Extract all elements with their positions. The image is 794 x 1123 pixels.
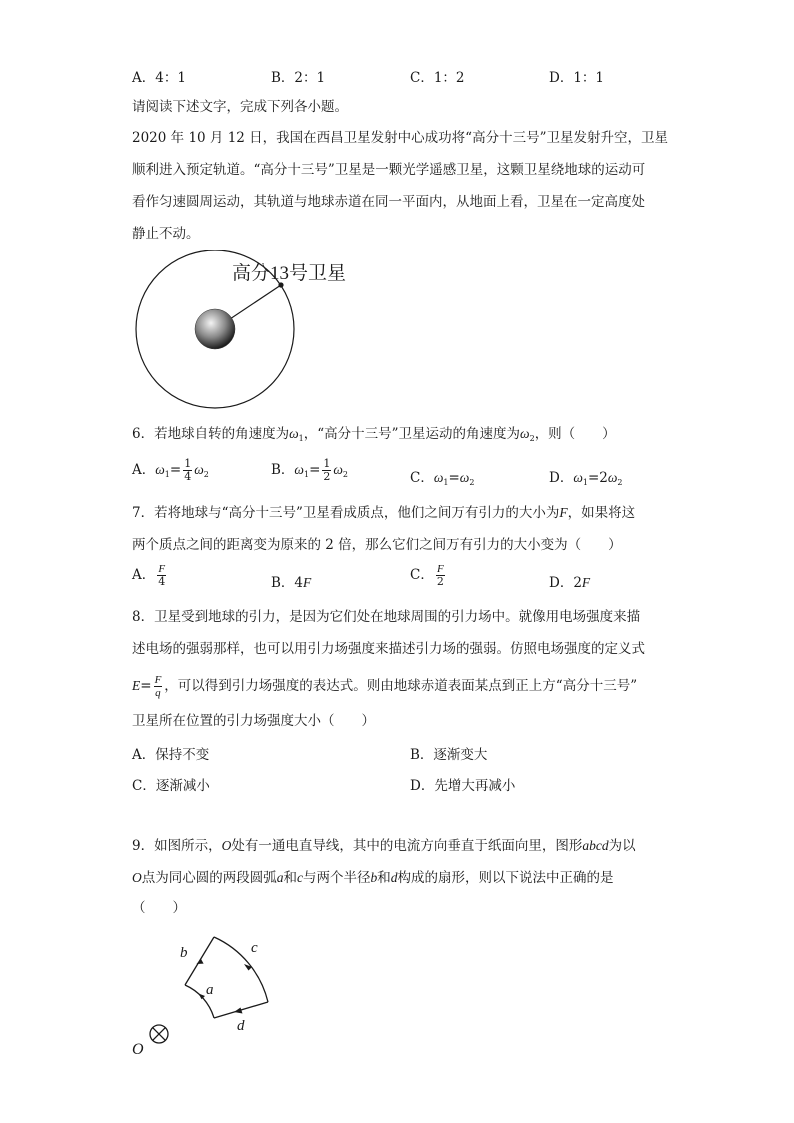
q5-option-c: C．1：2 — [410, 70, 465, 86]
q8-stem-line-3: E= $\frac{F}{q}$ ，可以得到引力场强度的表达式。则由地球赤道表面某点到正上方“高分十三号” — [132, 674, 638, 699]
q9-stem-line-2: O点为同心圆的两段圆弧a和c与两个半径b和d构成的扇形，则以下说法中正确的是 — [132, 870, 614, 886]
label-O: O — [132, 1041, 144, 1058]
q9-stem-line-1: 9．如图所示，O处有一通电直导线，其中的电流方向垂直于纸面向里，图形abcd为以 — [132, 838, 636, 854]
satellite-label: 高分13号卫星 — [232, 263, 347, 284]
q6-option-c: C．$\omega_1=\omega_2$ — [410, 470, 475, 487]
label-c: c — [251, 940, 258, 956]
q7-option-c: C． $\frac{F}{2}$ — [410, 563, 444, 588]
q7-option-b: B．4F — [271, 575, 312, 591]
q7-stem-line-1: 7．若将地球与“高分十三号”卫星看成质点，他们之间万有引力的大小为F，如果将这 — [132, 505, 636, 521]
q8-option-c: C．逐渐减小 — [132, 778, 210, 794]
label-b: b — [180, 945, 188, 961]
earth-sphere — [195, 309, 235, 349]
q9-stem-line-3: （ ） — [132, 900, 186, 916]
q8-option-d: D．先增大再减小 — [410, 778, 516, 794]
reading-instruction: 请阅读下述文字，完成下列各小题。 — [132, 99, 348, 115]
label-d: d — [237, 1018, 245, 1034]
q6-option-b: B．$\omega_1=$ $\frac{1}{2}$ $\omega_2$ — [271, 457, 349, 483]
arrow-d-icon — [234, 1008, 243, 1014]
passage-line-4: 静止不动。 — [132, 226, 200, 242]
q8-option-a: A．保持不变 — [132, 747, 210, 763]
q8-option-b: B．逐渐变大 — [410, 747, 488, 763]
q7-option-a: A． $\frac{F}{4}$ — [132, 563, 166, 588]
arc-c — [214, 937, 268, 1002]
q6-option-d: D．$\omega_1=2\omega_2$ — [549, 470, 623, 487]
passage-line-3: 看作匀速圆周运动，其轨道与地球赤道在同一平面内，从地面上看，卫星在一定高度处 — [132, 194, 645, 210]
q7-stem-line-2: 两个质点之间的距离变为原来的 2 倍，那么它们之间万有引力的大小变为（ ） — [132, 537, 622, 553]
arrow-c-icon — [244, 964, 252, 971]
q6-stem: 6．若地球自转的角速度为$\omega_1$，“高分十三号”卫星运动的角速度为$\omega_2$，则（ ） — [132, 426, 616, 443]
passage-line-1: 2020 年 10 月 12 日，我国在西昌卫星发射中心成功将“高分十三号”卫星发射升空，卫星 — [132, 130, 668, 146]
q8-stem-line-2: 述电场的强弱那样，也可以用引力场强度来描述引力场的强弱。仿照电场强度的定义式 — [132, 641, 645, 657]
q7-option-d: D．2F — [549, 575, 591, 591]
label-a: a — [206, 982, 214, 998]
q5-option-d: D．1：1 — [549, 70, 605, 86]
q8-stem-line-1: 8．卫星受到地球的引力，是因为它们处在地球周围的引力场中。就像用电场强度来描 — [132, 609, 641, 625]
q8-stem-line-4: 卫星所在位置的引力场强度大小（ ） — [132, 713, 375, 729]
passage-line-2: 顺利进入预定轨道。“高分十三号”卫星是一颗光学遥感卫星，这颗卫星绕地球的运动可 — [132, 162, 646, 178]
q6-option-a: A．$\omega_1=$ $\frac{1}{4}$ $\omega_2$ — [132, 457, 209, 483]
q5-option-a: A．4：1 — [132, 70, 186, 86]
q5-option-b: B．2：1 — [271, 70, 326, 86]
